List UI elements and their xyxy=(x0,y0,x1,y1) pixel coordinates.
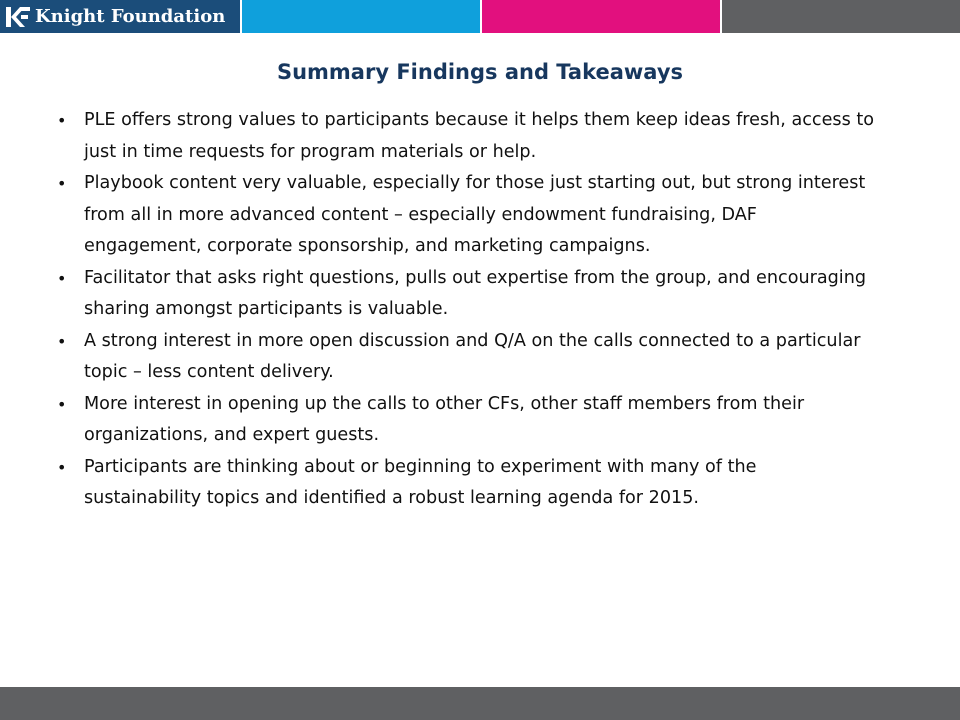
knight-foundation-logo xyxy=(0,0,240,33)
finding-item xyxy=(57,452,877,515)
slide-title: Summary Findings and Takeaways xyxy=(276,60,684,84)
finding-item xyxy=(57,105,877,168)
header-gray-segment xyxy=(720,0,960,33)
bullet-marker: • xyxy=(57,331,67,351)
bullet-marker: • xyxy=(57,174,67,193)
finding-item xyxy=(57,168,877,263)
header-pink-segment xyxy=(480,0,720,33)
finding-text: Playbook content very valuable, especially for those just starting out, but strong interest from all in more advanced content – especially endowment fundraising, DAF engagement, corporate sponsorship, and marketing campaigns. xyxy=(84,173,866,256)
logo-text: Knight Foundation xyxy=(35,6,226,27)
finding-text: More interest in opening up the calls to other CFs, other staff members from their organizations, and expert guests. xyxy=(84,393,805,445)
finding-text: Facilitator that asks right questions, pulls out expertise from the group, and encouraging sharing amongst participants is valuable. xyxy=(84,267,867,319)
bullet-marker: • xyxy=(57,111,67,130)
finding-item xyxy=(57,389,877,452)
findings-list xyxy=(57,105,877,515)
header-blue-segment xyxy=(240,0,480,33)
bullet-marker: • xyxy=(57,268,67,288)
finding-text: A strong interest in more open discussion and Q/A on the calls connected to a particular topic – less content delivery. xyxy=(84,330,861,382)
finding-text: PLE offers strong values to participants because it helps them keep ideas fresh, access to just in time requests for program materials or help. xyxy=(84,110,875,162)
footer-bar xyxy=(0,687,960,720)
bullet-marker: • xyxy=(57,394,67,414)
finding-item xyxy=(57,326,877,389)
kf-logo-icon xyxy=(6,6,30,28)
header-color-bar xyxy=(0,0,960,33)
finding-text: Participants are thinking about or beginning to experiment with many of the sustainability topics and identified a robust learning agenda for 2015. xyxy=(84,456,757,508)
finding-item xyxy=(57,263,877,326)
bullet-marker: • xyxy=(57,457,67,477)
